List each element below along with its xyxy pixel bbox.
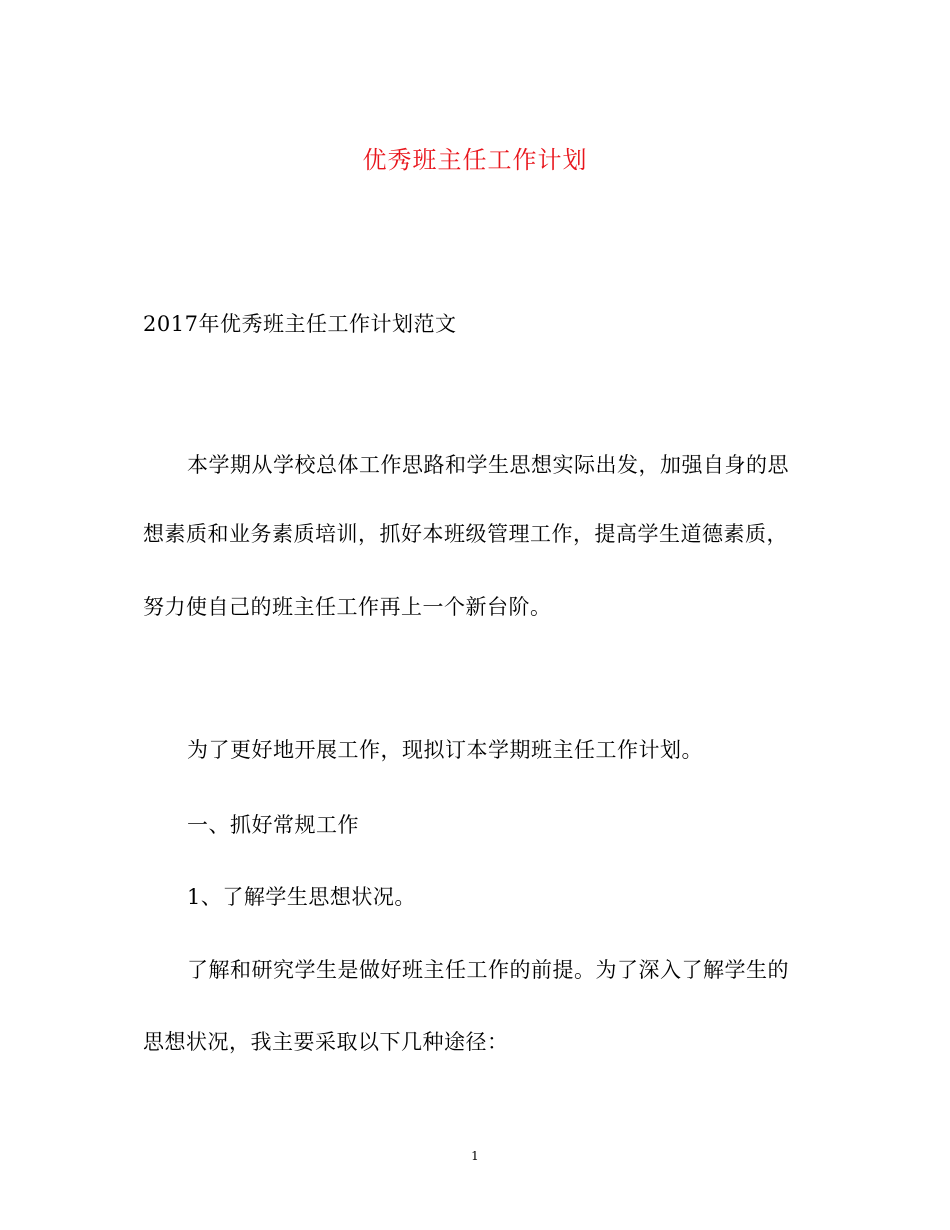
paragraph-line-6: 思想状况，我主要采取以下几种途径： [143,1030,509,1054]
section-heading: 一、抓好常规工作 [187,813,359,837]
paragraph-line-2: 想素质和业务素质培训，抓好本班级管理工作，提高学生道德素质， [143,522,788,546]
paragraph-line-5: 了解和研究学生是做好班主任工作的前提。为了深入了解学生的 [187,958,789,982]
paragraph-line-3: 努力使自己的班主任工作再上一个新台阶。 [143,595,552,619]
paragraph-line-4: 为了更好地开展工作，现拟订本学期班主任工作计划。 [187,738,703,762]
page-number: 1 [471,1149,479,1163]
document-subtitle: 2017年优秀班主任工作计划范文 [143,312,457,336]
paragraph-line-1: 本学期从学校总体工作思路和学生思想实际出发，加强自身的思 [187,453,789,477]
subsection-heading: 1、了解学生思想状况。 [187,885,416,909]
document-title: 优秀班主任工作计划 [362,146,588,174]
